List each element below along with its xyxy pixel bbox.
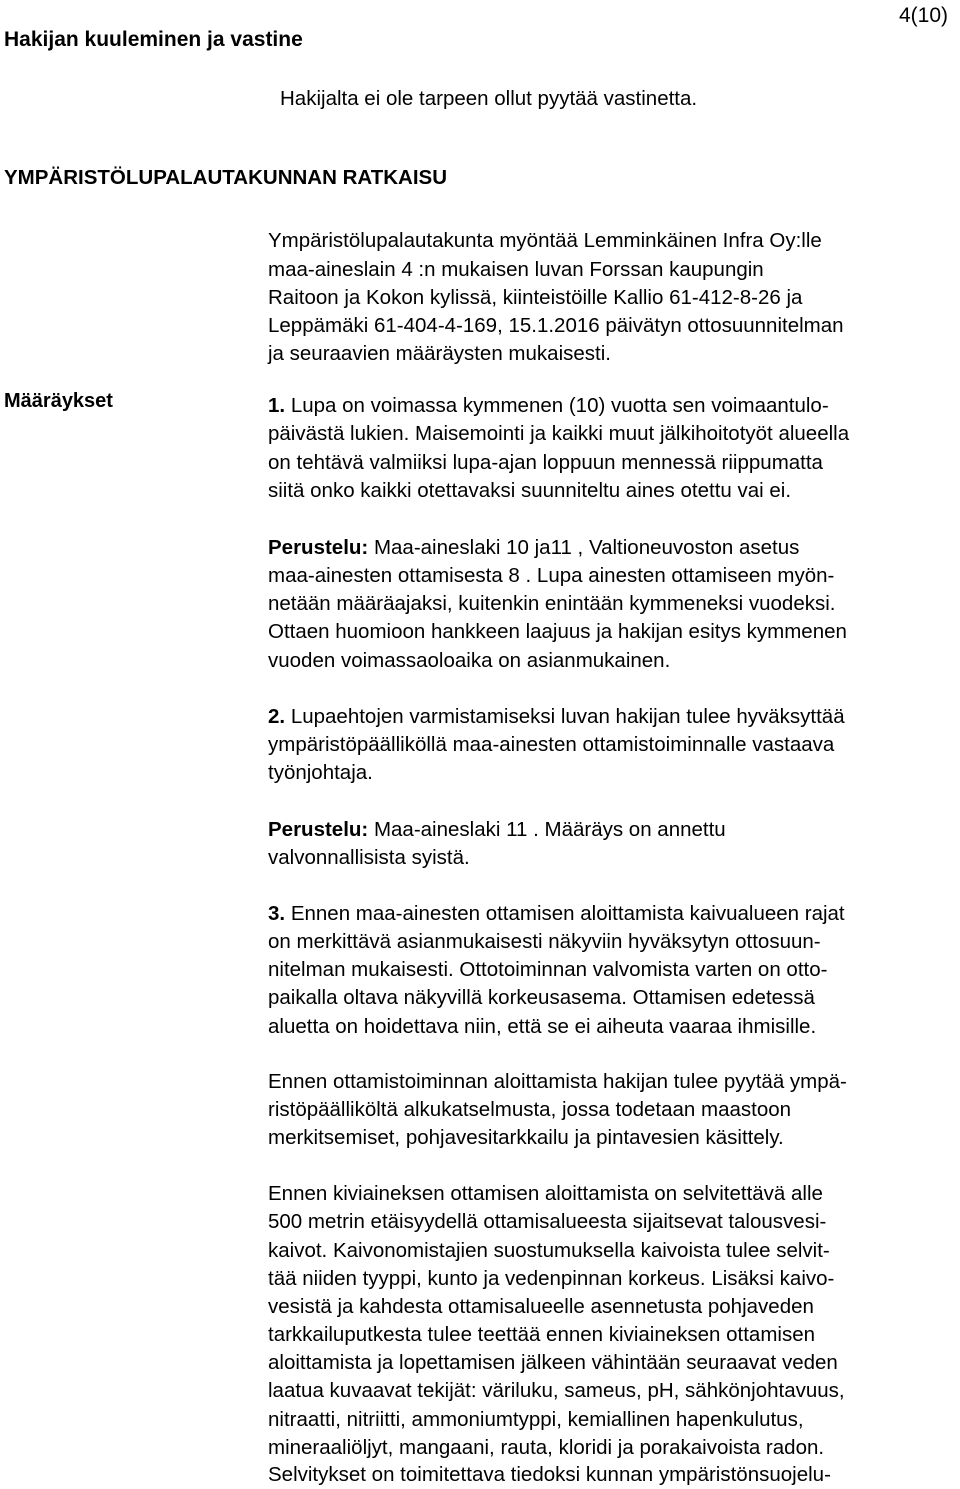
basis-label: Perustelu:	[268, 536, 369, 559]
text-line: työnjohtaja.	[268, 761, 373, 784]
text-line: Ennen kiviaineksen ottamisen aloittamista on selvitettävä alle	[268, 1182, 823, 1205]
condition-text: Ennen maa-ainesten ottamisen aloittamista kaivualueen rajat	[290, 902, 845, 925]
text-line: nitelman mukaisesti. Ottotoiminnan valvomista varten on otto-	[268, 958, 828, 981]
text-line: Ennen ottamistoiminnan aloittamista hakijan tulee pyytää ympä-	[268, 1070, 847, 1093]
text-line	[268, 702, 845, 731]
condition-number: 3.	[268, 902, 286, 925]
basis-text: Maa-aineslaki 10 ja11 , Valtioneuvoston asetus	[373, 536, 800, 559]
text-line: paikalla oltava näkyvillä korkeusasema. Ottamisen edetessä	[268, 986, 815, 1009]
text-line: Selvitykset on toimitettava tiedoksi kunnan ympäristönsuojelu-	[268, 1463, 831, 1486]
condition-text: Lupa on voimassa kymmenen (10) vuotta sen voimaantulo-	[290, 394, 829, 417]
text-line: valvonnallisista syistä.	[268, 846, 470, 869]
text-line: mineraaliöljyt, mangaani, rauta, kloridi ja porakaivoista radon.	[268, 1436, 825, 1459]
decision-heading: YMPÄRISTÖLUPALAUTAKUNNAN RATKAISU	[4, 166, 448, 189]
text-line	[268, 815, 726, 844]
text-line: siitä onko kaikki otettavaksi suunniteltu aines otettu vai ei.	[268, 479, 792, 502]
text-line: netään määräajaksi, kuitenkin enintään kymmeneksi vuodeksi.	[268, 592, 836, 615]
page-number: 4(10)	[898, 4, 948, 27]
text-line: vuoden voimassaoloaika on asianmukainen.	[268, 649, 671, 672]
text-line: tarkkailuputkesta tulee teettää ennen kiviaineksen ottamisen	[268, 1323, 816, 1346]
text-line: maa-aineslain 4 :n mukaisen luvan Forssan kaupungin	[268, 258, 764, 281]
text-line	[268, 391, 829, 420]
hearing-text: Hakijalta ei ole tarpeen ollut pyytää vastinetta.	[280, 87, 698, 110]
text-line: 500 metrin etäisyydellä ottamisalueesta sijaitsevat talousvesi-	[268, 1210, 827, 1233]
text-line: ristöpäälliköltä alkukatselmusta, jossa todetaan maastoon	[268, 1098, 792, 1121]
basis-text: Maa-aineslaki 11 . Määräys on annettu	[373, 818, 726, 841]
text-line: maa-ainesten ottamisesta 8 . Lupa ainesten ottamiseen myön-	[268, 564, 835, 587]
text-line	[268, 899, 845, 928]
text-line: aloittamista ja lopettamisen jälkeen vähintään seuraavat veden	[268, 1351, 838, 1374]
condition-text: Lupaehtojen varmistamiseksi luvan hakijan tulee hyväksyttää	[290, 705, 845, 728]
text-line: Ottaen huomioon hankkeen laajuus ja hakijan esitys kymmenen	[268, 620, 847, 643]
text-line: laatua kuvaavat tekijät: väriluku, sameus, pH, sähkönjohtavuus,	[268, 1379, 845, 1402]
text-line: aluetta on hoidettava niin, että se ei aiheuta vaaraa ihmisille.	[268, 1015, 817, 1038]
side-label-conditions: Määräykset	[4, 390, 113, 412]
condition-number: 2.	[268, 705, 286, 728]
text-line: on tehtävä valmiiksi lupa-ajan loppuun mennessä riippumatta	[268, 451, 823, 474]
text-line: kaivot. Kaivonomistajien suostumuksella kaivoista tulee selvit-	[268, 1239, 830, 1262]
text-line: ja seuraavien määräysten mukaisesti.	[268, 342, 611, 365]
condition-number: 1.	[268, 394, 286, 417]
text-line: ympäristöpäälliköllä maa-ainesten ottamistoiminnalle vastaava	[268, 733, 835, 756]
text-line: on merkittävä asianmukaisesti näkyviin hyväksytyn ottosuun-	[268, 930, 821, 953]
text-line: Raitoon ja Kokon kylissä, kiinteistöille Kallio 61-412-8-26 ja	[268, 286, 803, 309]
text-line: Leppämäki 61-404-4-169, 15.1.2016 päivätyn ottosuunnitelman	[268, 314, 844, 337]
text-line: vesistä ja kahdesta ottamisalueelle asennetusta pohjaveden	[268, 1295, 814, 1318]
text-line: tää niiden tyyppi, kunto ja vedenpinnan korkeus. Lisäksi kaivo-	[268, 1267, 835, 1290]
basis-label: Perustelu:	[268, 818, 369, 841]
text-line: päivästä lukien. Maisemointi ja kaikki muut jälkihoitotyöt alueella	[268, 422, 850, 445]
text-line: merkitsemiset, pohjavesitarkkailu ja pintavesien käsittely.	[268, 1126, 784, 1149]
text-line	[268, 533, 799, 562]
section-title: Hakijan kuuleminen ja vastine	[4, 28, 303, 51]
text-line: Ympäristölupalautakunta myöntää Lemminkäinen Infra Oy:lle	[268, 229, 822, 252]
text-line: nitraatti, nitriitti, ammoniumtyppi, kemiallinen hapenkulutus,	[268, 1408, 804, 1431]
